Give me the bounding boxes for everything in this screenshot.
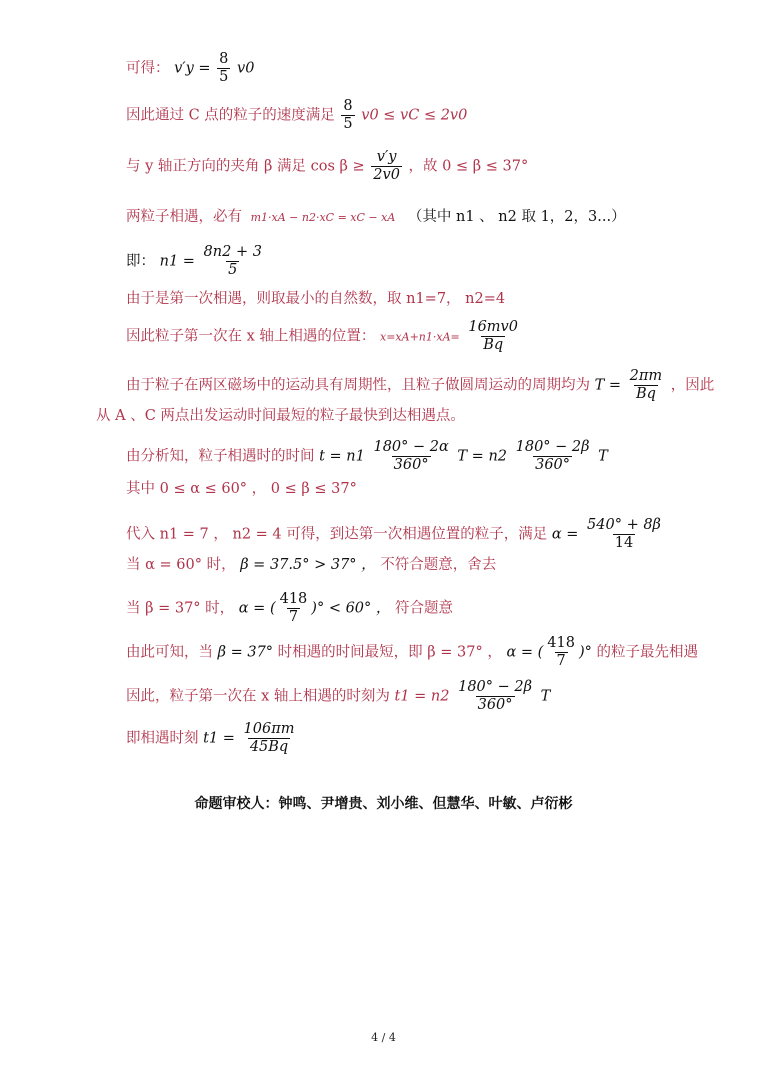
reviewer-signature: 命题审校人：钟鸣、尹增贵、刘小维、但慧华、叶敏、卢衍彬 [194,796,573,812]
fraction [341,99,354,132]
denominator: 14 [614,535,634,551]
line-conclusion [126,636,698,669]
fraction [628,369,665,402]
line-text: 的粒子最先相遇 [596,644,698,661]
fraction [514,440,592,473]
line-text: ，因此 [670,377,715,394]
formula: n1 = [159,253,195,270]
formula: T = n2 [457,448,508,465]
fraction [585,518,663,551]
line-text: 由于粒子在两区磁场中的运动具有周期性，且粒子做圆周运动的周期均为 [126,377,590,394]
numerator: 8n2 + 3 [203,244,262,260]
line-text: 由此可知，当 [126,644,213,661]
numerator: 180° − 2β [515,439,590,455]
formula: β = 37.5° > 37° ， [240,557,376,573]
denominator: Bq [483,337,504,353]
line-alpha-formula [126,518,665,551]
fraction [456,680,534,713]
denominator: 5 [219,69,229,85]
line-text: 因此，粒子第一次在 x 轴上相遇的时刻为 [126,688,390,705]
line-vy [126,52,254,85]
line-final-time [126,722,299,755]
line-beta-37 [126,592,453,625]
line-meet-moment [126,680,550,713]
line-text: 与 y 轴正方向的夹角 β 满足 cos β ≥ [126,158,365,175]
line-shortest-time [96,407,465,425]
denominator: Bq [635,386,656,402]
line-text: 可得： [126,60,170,77]
fraction [278,592,310,625]
numerator: 8 [343,98,353,114]
line-meet-position [126,320,522,353]
formula: β = 37° [217,644,274,661]
line-text: 符合题意 [395,600,453,617]
line-ranges [126,480,357,498]
numerator: 8 [219,51,229,67]
fraction [371,440,450,473]
denominator: 5 [343,116,353,132]
line-text: 代入 n1 = 7 ， n2 = 4 可得，到达第一次相遇位置的粒子，满足 [126,526,548,543]
denominator: 45Bq [249,739,289,755]
line-meet-time [126,440,608,473]
denominator: 360° [393,457,429,473]
numerator: 180° − 2β [458,679,533,695]
formula: x=xA+n1·xA= [380,330,460,344]
line-text: 由分析知，粒子相遇时的时间 [126,448,315,465]
line-text: 不符合题意，舍去 [380,557,497,573]
line-beta-range [126,150,528,183]
fraction [545,636,577,669]
formula: t1 = [203,730,235,747]
fraction [242,722,297,755]
line-text: 从 A 、C 两点出发运动时间最短的粒子最快到达相遇点。 [96,408,465,424]
numerator: 540° + 8β [587,517,661,533]
numerator: 16mv0 [468,319,518,335]
formula: T [540,688,551,705]
line-min-natural [126,290,505,308]
line-period [126,369,714,402]
denominator: 2v0 [373,167,400,183]
formula: v′y = [174,60,211,77]
line-text: 两粒子相遇，必有 [126,209,242,225]
formula: m1·xA − n2·xC = xC − xA [250,211,396,224]
fraction [202,245,264,278]
formula: α = [551,526,579,543]
line-text: 其中 0 ≤ α ≤ 60° ， 0 ≤ β ≤ 37° [126,481,357,497]
denominator: 7 [556,653,566,669]
formula: t1 = n2 [394,688,450,705]
numerator: 2πm [629,368,663,384]
page-number: 4 / 4 [371,1031,396,1044]
line-text: 因此通过 C 点的粒子的速度满足 [126,107,335,124]
formula: )° < 60° ， [311,600,391,617]
line-text: ，故 0 ≤ β ≤ 37° [408,158,529,175]
formula: T = [594,377,622,394]
denominator: 360° [477,697,513,713]
line-text: 即相遇时刻 [126,730,199,747]
formula: t = n1 [319,448,365,465]
line-text: 当 α = 60° 时， [126,557,236,573]
fraction [371,150,402,183]
denominator: 5 [228,262,238,278]
line-text: （其中 n1 、 n2 取 1，2，3...） [407,209,626,225]
line-text: 当 β = 37° 时， [126,600,235,617]
numerator: 418 [279,591,308,607]
line-text: 时相遇的时间最短，即 β = 37° ， [277,644,502,661]
numerator: 418 [547,635,575,651]
line-n1 [126,245,266,278]
fraction [466,320,520,353]
line-text: 由于是第一次相遇，则取最小的自然数，取 n1=7， n2=4 [126,291,506,307]
line-vc-range [126,99,467,132]
denominator: 360° [535,457,571,473]
line-text: 因此粒子第一次在 x 轴上相遇的位置： [126,328,376,345]
denominator: 7 [288,609,299,625]
numerator: 180° − 2α [373,439,449,455]
formula: α = ( [506,644,544,661]
formula: )° [578,644,592,661]
line-alpha-60 [126,556,496,574]
formula: T [598,448,608,465]
formula: α = ( [238,600,276,617]
line-text: 即： [126,253,155,270]
formula: v0 [237,60,255,77]
line-meet-condition [126,208,626,227]
formula: v0 ≤ vC ≤ 2v0 [361,107,468,124]
numerator: 106πm [243,721,295,737]
fraction [217,52,230,85]
numerator: v′y [376,149,397,165]
